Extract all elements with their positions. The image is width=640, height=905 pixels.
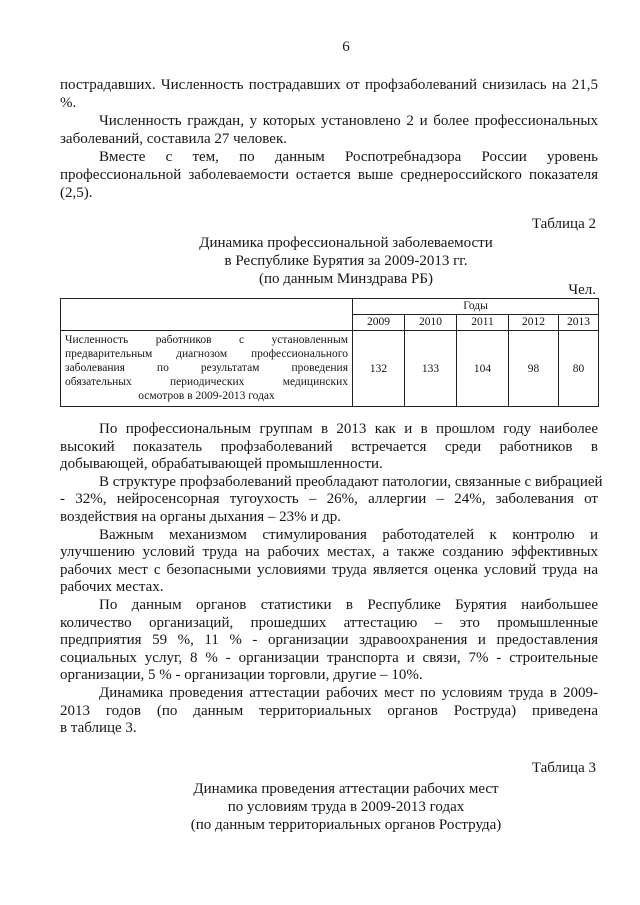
row-label-line: обязательных периодических медицинских: [65, 376, 348, 388]
row-label-line: предварительным диагнозом профессионального: [65, 348, 348, 360]
table-2-unit: Чел.: [568, 282, 596, 298]
paragraph-line: Вместе с тем, по данным Роспотребнадзора России уровень: [99, 149, 598, 165]
table-2-label: Таблица 2: [531, 216, 596, 232]
paragraph-line: %.: [60, 95, 77, 111]
table-3-title: [92, 780, 600, 834]
table-3-label: Таблица 3: [531, 760, 596, 776]
row-header-cell: [61, 299, 353, 331]
occupational-disease-table: [60, 298, 599, 407]
value-cell: 98: [509, 331, 559, 407]
paragraph-line: высокий показатель профзаболеваний встречается среди работников в: [60, 438, 598, 455]
paragraph-line: в таблице 3.: [60, 720, 137, 737]
table-header-row: [61, 299, 599, 315]
title-line: Динамика проведения аттестации рабочих мест: [193, 781, 499, 797]
title-line: по условиям труда в 2009-2013 годах: [227, 799, 465, 815]
paragraph-line: социальных услуг, 8 % - организации транспорта и связи, 7% - строительные: [60, 649, 598, 666]
paragraph-line: заболеваний, составила 27 человек.: [60, 131, 287, 147]
row-label-line: Численность работников с установленным: [65, 334, 348, 346]
paragraph-line: (2,5).: [60, 185, 93, 201]
intro-text: [60, 76, 598, 202]
year-cell: 2009: [353, 315, 405, 331]
body-text: [60, 421, 603, 738]
paragraph-line: рабочих местах.: [60, 579, 164, 596]
paragraph-line: организации, 5 % - организации торговли, другие – 10%.: [60, 667, 423, 684]
year-cell: 2012: [509, 315, 559, 331]
row-label-line: заболевания по результатам проведения: [65, 362, 348, 374]
paragraph-line: воздействия на органы дыхания – 23% и др.: [60, 508, 342, 525]
row-label-line: осмотров в 2009-2013 годах: [138, 390, 275, 402]
year-cell: 2010: [405, 315, 457, 331]
table-row: [61, 331, 599, 407]
paragraph-line: По данным органов статистики в Республике Бурятия наибольшее: [99, 596, 598, 613]
paragraph-line: В структуре профзаболеваний преобладают патологии, связанные с вибрацией: [99, 473, 603, 490]
paragraph-line: пострадавших. Численность пострадавших от профзаболеваний снизилась на 21,5: [60, 77, 598, 93]
title-line: Динамика профессиональной заболеваемости: [199, 235, 493, 251]
year-cell: 2013: [559, 315, 599, 331]
year-cell: 2011: [457, 315, 509, 331]
paragraph-line: Динамика проведения аттестации рабочих мест по условиям труда в 2009-: [99, 684, 598, 701]
value-cell: 104: [457, 331, 509, 407]
value-cell: 133: [405, 331, 457, 407]
paragraph-line: 2013 годов (по данным территориальных органов Роструда) приведена: [60, 702, 598, 719]
paragraph-line: Важным механизмом стимулирования работодателей к контролю и: [99, 526, 598, 543]
page-number: 6: [342, 39, 350, 55]
title-line: (по данным Минздрава РБ): [258, 271, 434, 287]
value-cell: 132: [353, 331, 405, 407]
paragraph-line: По профессиональным группам в 2013 как и в прошлом году наиболее: [99, 421, 598, 437]
table-2-title: [92, 234, 600, 288]
title-line: в Республике Бурятия за 2009-2013 гг.: [224, 253, 468, 269]
paragraph-line: рабочих мест с безопасными условиями труда является оценка условий труда на: [60, 561, 598, 578]
paragraph-line: Численность граждан, у которых установлено 2 и более профессиональных: [99, 113, 598, 129]
paragraph-line: улучшению условий труда на рабочих местах, а также созданию эффективных: [60, 544, 598, 561]
title-line: (по данным территориальных органов Роструда): [190, 817, 502, 833]
paragraph-line: предприятия 59 %, 11 % - организации здравоохранения и предоставления: [60, 632, 598, 649]
years-header: Годы: [353, 299, 599, 315]
paragraph-line: количество организаций, прошедших аттестацию – это промышленные: [60, 614, 598, 631]
value-cell: 80: [559, 331, 599, 407]
paragraph-line: добывающей, обрабатывающей промышленности.: [60, 456, 383, 473]
row-label-cell: [61, 331, 353, 407]
paragraph-line: - 32%, нейросенсорная тугоухость – 26%, аллергии – 24%, заболевания от: [60, 491, 598, 508]
paragraph-line: профессиональной заболеваемости остается выше среднероссийского показателя: [60, 167, 598, 183]
